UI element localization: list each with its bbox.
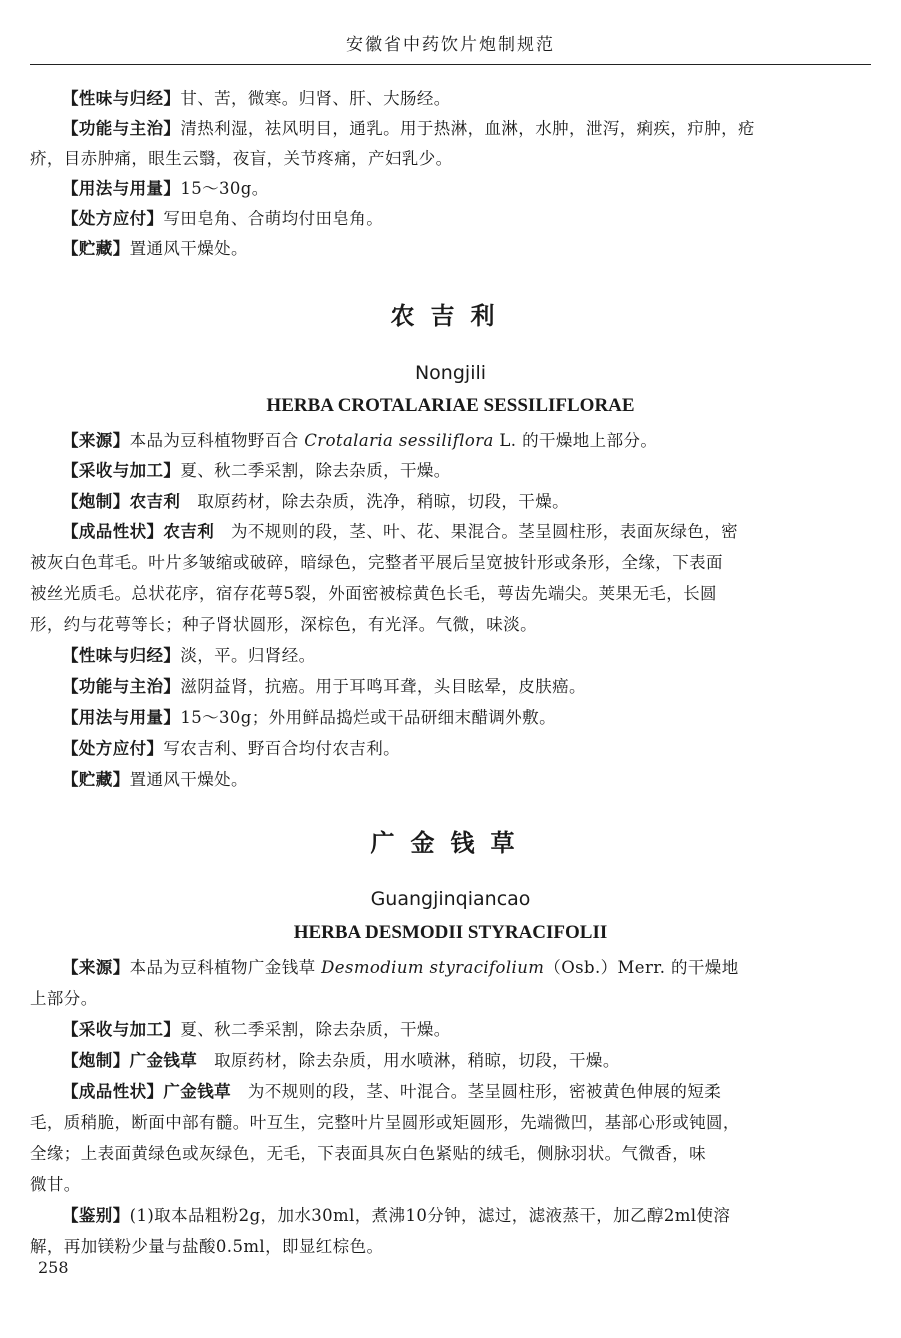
label-source: 【来源】 xyxy=(62,958,130,977)
species-name: Crotalaria sessiliflora xyxy=(304,431,494,450)
entry1-pinyin: Nongjili xyxy=(414,362,487,384)
entry1-props-cont3: 形，约与花萼等长；种子肾状圆形，深棕色，有光泽。气微，味淡。 xyxy=(30,615,537,634)
label-storage: 【贮藏】 xyxy=(62,770,130,789)
entry1-storage-line xyxy=(62,765,832,795)
entry2-harvest-line xyxy=(62,1015,832,1045)
label-function: 【功能与主治】 xyxy=(62,677,181,696)
harvest-text: 夏、秋二季采割，除去杂质，干燥。 xyxy=(180,461,451,480)
text-prescription: 写田皂角、合萌均付田皂角。 xyxy=(163,209,384,228)
props-text: 为不规则的段，茎、叶、花、果混合。茎呈圆柱形，表面灰绿色，密 xyxy=(214,522,739,541)
source-text: 本品为豆科植物野百合 xyxy=(129,431,305,450)
label-harvest: 【采收与加工】 xyxy=(62,461,181,480)
label-dosage: 【用法与用量】 xyxy=(62,708,181,727)
entry2-ident-line xyxy=(62,1201,832,1231)
label-storage: 【贮藏】 xyxy=(62,239,130,258)
entry2-props-line xyxy=(62,1077,832,1107)
entry1-harvest-line xyxy=(62,456,832,486)
entry2-title: 广金钱草 xyxy=(370,829,531,857)
props-text: 为不规则的段，茎、叶混合。茎呈圆柱形，密被黄色伸展的短柔 xyxy=(231,1082,722,1101)
entry1-props-cont2: 被丝光质毛。总状花序，宿存花萼5裂，外面密被棕黄色长毛，萼齿先端尖。荚果无毛，长圆 xyxy=(30,584,717,603)
entry2-props-cont1: 毛，质稍脆，断面中部有髓。叶互生，完整叶片呈圆形或矩圆形，先端微凹，基部心形或钝圆， xyxy=(30,1113,740,1132)
process-text: 取原药材，除去杂质，洗净，稍晾，切段，干燥。 xyxy=(180,492,570,511)
entry2-props-cont2: 全缘；上表面黄绿色或灰绿色，无毛，下表面具灰白色紧贴的绒毛，侧脉羽状。气微香，味 xyxy=(30,1144,706,1163)
label-function: 【功能与主治】 xyxy=(62,119,181,138)
label-taste: 【性味与归经】 xyxy=(62,89,181,108)
top-function-cont: 疥，目赤肿痛，眼生云翳，夜盲，关节疼痛，产妇乳少。 xyxy=(30,149,453,168)
text-storage: 置通风干燥处。 xyxy=(129,239,248,258)
entry1-source-line xyxy=(62,426,832,456)
top-prescription-line xyxy=(62,204,832,234)
top-storage-line xyxy=(62,234,832,264)
source-suffix: （Osb.）Merr. 的干燥地 xyxy=(544,958,739,977)
source-suffix: L. 的干燥地上部分。 xyxy=(493,431,658,450)
text-function: 清热利湿，祛风明目，通乳。用于热淋，血淋，水肿，泄泻，痢疾，疖肿，疮 xyxy=(180,119,755,138)
entry2-latin-name: HERBA DESMODII STYRACIFOLII xyxy=(293,922,608,943)
prescription-text: 写农吉利、野百合均付农吉利。 xyxy=(163,739,401,758)
harvest-text: 夏、秋二季采割，除去杂质，干燥。 xyxy=(180,1020,451,1039)
species-name: Desmodium styracifolium xyxy=(321,958,545,977)
running-header: 安徽省中药饮片炮制规范 xyxy=(346,35,555,55)
entry2-ident-cont: 解，再加镁粉少量与盐酸0.5ml，即显红棕色。 xyxy=(30,1237,384,1256)
header-rule xyxy=(30,64,871,65)
source-text: 本品为豆科植物广金钱草 xyxy=(129,958,322,977)
label-process: 【炮制】 xyxy=(62,1051,130,1070)
entry1-title: 农吉利 xyxy=(390,302,511,330)
label-props: 【成品性状】 xyxy=(62,1082,164,1101)
label-dosage: 【用法与用量】 xyxy=(62,179,181,198)
entry2-process-line xyxy=(62,1046,832,1076)
process-name: 广金钱草 xyxy=(129,1051,198,1070)
top-function-line xyxy=(62,114,832,144)
entry2-pinyin: Guangjinqiancao xyxy=(370,888,531,910)
process-name: 农吉利 xyxy=(129,492,181,511)
top-dosage-line xyxy=(62,174,832,204)
label-process: 【炮制】 xyxy=(62,492,130,511)
entry1-dosage-line xyxy=(62,703,832,733)
entry1-function-line xyxy=(62,672,832,702)
storage-text: 置通风干燥处。 xyxy=(129,770,248,789)
taste-text: 淡，平。归肾经。 xyxy=(180,646,316,665)
entry2-props-cont3: 微甘。 xyxy=(30,1175,81,1194)
entry1-latin-name: HERBA CROTALARIAE SESSILIFLORAE xyxy=(266,395,635,416)
entry1-props-cont1: 被灰白色茸毛。叶片多皱缩或破碎，暗绿色，完整者平展后呈宽披针形或条形，全缘，下表面 xyxy=(30,553,723,572)
entry1-props-line xyxy=(62,517,832,547)
label-prescription: 【处方应付】 xyxy=(62,209,164,228)
label-source: 【来源】 xyxy=(62,431,130,450)
text-taste: 甘、苦，微寒。归肾、肝、大肠经。 xyxy=(180,89,451,108)
props-name: 广金钱草 xyxy=(163,1082,232,1101)
entry1-taste-line xyxy=(62,641,832,671)
entry2-source-cont: 上部分。 xyxy=(30,989,98,1008)
top-taste-line xyxy=(62,84,832,114)
ident-text: (1)取本品粗粉2g，加水30ml，煮沸10分钟，滤过，滤液蒸干，加乙醇2ml使溶 xyxy=(129,1206,731,1225)
process-text: 取原药材，除去杂质，用水喷淋，稍晾，切段，干燥。 xyxy=(197,1051,620,1070)
dosage-text: 15～30g；外用鲜品捣烂或干品研细末醋调外敷。 xyxy=(180,708,556,727)
entry2-source-line xyxy=(62,953,832,983)
props-name: 农吉利 xyxy=(163,522,215,541)
entry1-process-line xyxy=(62,487,832,517)
text-dosage: 15～30g。 xyxy=(180,179,269,198)
entry1-prescription-line xyxy=(62,734,832,764)
label-prescription: 【处方应付】 xyxy=(62,739,164,758)
page-number: 258 xyxy=(38,1258,69,1277)
label-taste: 【性味与归经】 xyxy=(62,646,181,665)
label-ident: 【鉴别】 xyxy=(62,1206,130,1225)
label-props: 【成品性状】 xyxy=(62,522,164,541)
function-text: 滋阴益肾，抗癌。用于耳鸣耳聋，头目眩晕，皮肤癌。 xyxy=(180,677,586,696)
label-harvest: 【采收与加工】 xyxy=(62,1020,181,1039)
